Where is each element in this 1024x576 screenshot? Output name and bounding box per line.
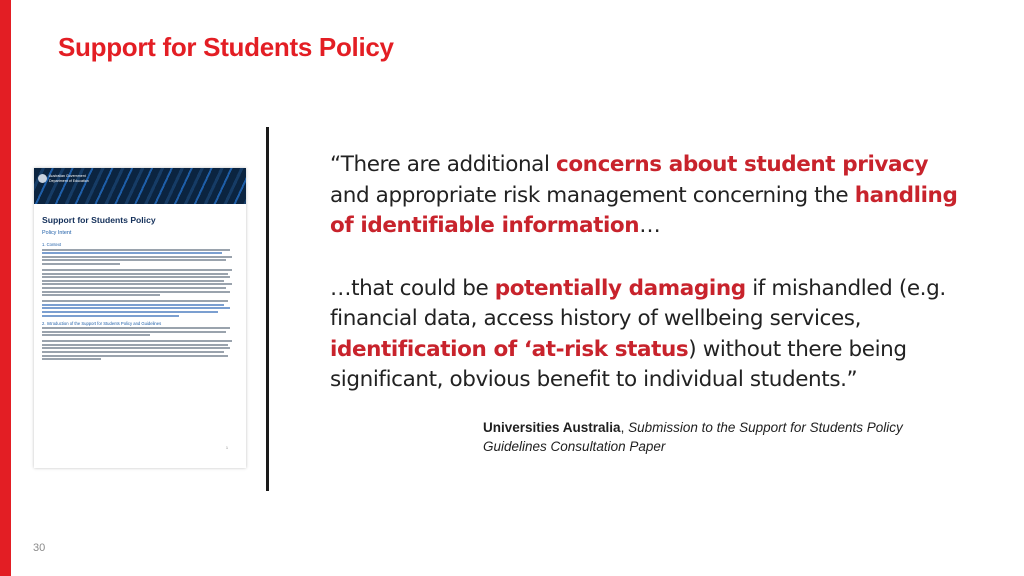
- source-organization: Universities Australia: [483, 420, 621, 435]
- quote-text: …that could be: [330, 275, 495, 301]
- document-banner: [34, 168, 246, 204]
- document-section-heading: 2. Introduction of the Support for Students Policy and Guidelines: [42, 320, 162, 326]
- quote-highlight: handling of identifiable information: [330, 182, 958, 238]
- document-text-lines: [42, 249, 238, 265]
- document-title: Support for Students Policy: [42, 215, 156, 225]
- document-text-lines: [42, 300, 238, 316]
- quote-highlight: concerns about student privacy: [555, 152, 929, 177]
- document-section-heading: 1. Context: [42, 242, 62, 247]
- quote-paragraph-2: [330, 274, 970, 396]
- quote-text: and appropriate risk management concerning the: [330, 182, 855, 208]
- slide-title: Support for Students Policy: [58, 32, 394, 62]
- quote-text: “There are additional: [330, 152, 556, 177]
- quote-highlight: identification of ‘at-risk status: [330, 336, 689, 362]
- quote-highlight: potentially damaging: [494, 275, 746, 301]
- source-separator: ,: [620, 420, 629, 435]
- agency-line-2: Department of Education: [49, 178, 89, 183]
- document-text-lines: [42, 340, 238, 360]
- vertical-divider: [266, 127, 269, 491]
- slide-page-number: 30: [33, 542, 46, 554]
- document-page-number: 1: [226, 446, 228, 450]
- agency-line-1: Australian Government: [49, 174, 86, 178]
- government-logo: [38, 174, 92, 198]
- quote-text: ) without there being significant, obvious benefit to individual students.”: [330, 336, 907, 392]
- quote-text: …: [639, 213, 661, 238]
- policy-document-thumbnail: [34, 168, 246, 468]
- quote-text: if mishandled (e.g. financial data, access history of wellbeing services,: [330, 275, 946, 331]
- document-text-lines: [42, 327, 238, 336]
- quote: [330, 150, 970, 396]
- document-subtitle: Policy Intent: [42, 230, 72, 236]
- coat-of-arms-icon: [38, 174, 47, 183]
- source-publication: Submission to the Support for Students Policy Guidelines Consultation Paper: [483, 420, 903, 454]
- quote-source: [483, 418, 963, 456]
- quote-paragraph-1: [330, 150, 970, 242]
- document-text-lines: [42, 269, 238, 296]
- accent-bar: [0, 0, 11, 576]
